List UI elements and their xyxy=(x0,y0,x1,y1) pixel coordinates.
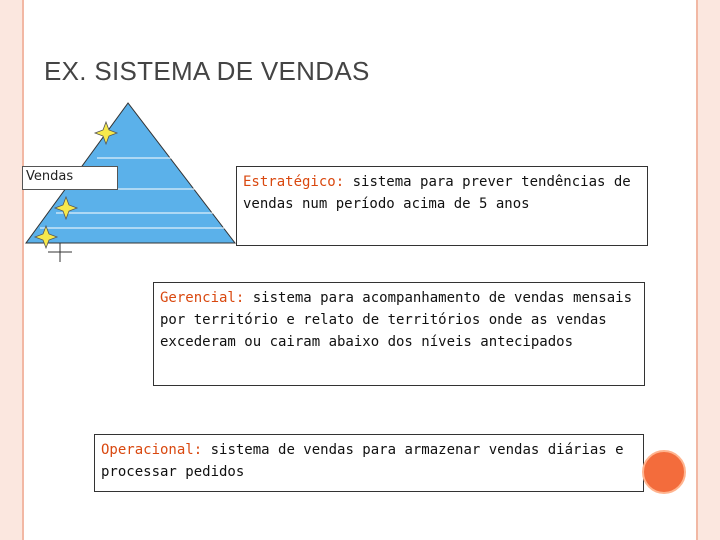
level-box-operational xyxy=(94,434,644,492)
level-description: sistema para acompanhamento de vendas mensais por território e relato de territórios onde as vendas excederam ou cairam abaixo dos níveis antecipados xyxy=(160,290,633,350)
level-description: sistema para prever tendências de vendas num período acima de 5 anos xyxy=(243,174,631,212)
level-description: sistema de vendas para armazenar vendas diárias e processar pedidos xyxy=(101,442,624,480)
level-box-managerial xyxy=(153,282,645,386)
pyramid-label: Vendas xyxy=(22,166,118,190)
level-name: Gerencial: xyxy=(160,290,245,306)
slide-title: EX. SISTEMA DE VENDAS xyxy=(44,56,370,86)
decorative-circle xyxy=(642,450,686,494)
level-name: Operacional: xyxy=(101,442,203,458)
level-box-strategic xyxy=(236,166,648,246)
level-name: Estratégico: xyxy=(243,174,345,190)
